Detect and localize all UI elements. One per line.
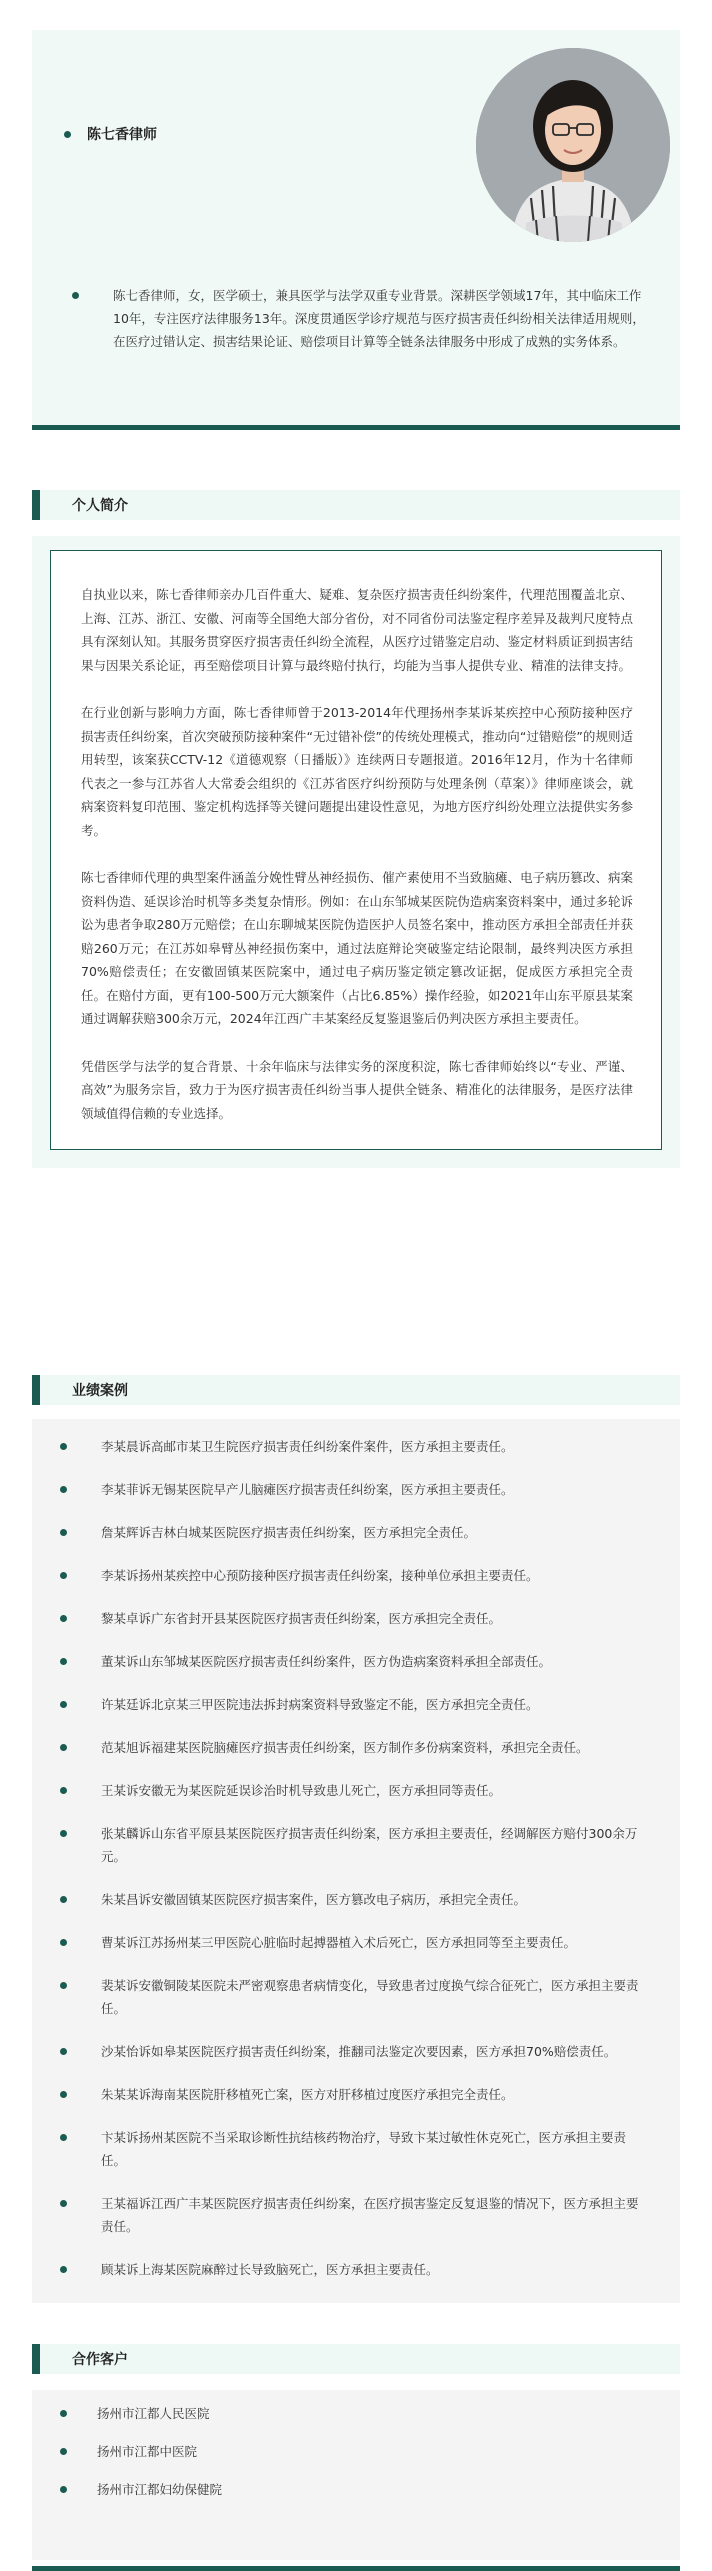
case-item [60,1597,650,1640]
intro-paragraph: 自执业以来，陈七香律师亲办几百件重大、疑难、复杂医疗损害责任纠纷案件，代理范围覆盖北京、上海、江苏、浙江、安徽、河南等全国绝大部分省份，对不同省份司法鉴定程序差异及裁判尺度特点具有深刻认知。其服务贯穿医疗损害责任纠纷全流程，从医疗过错鉴定启动、鉴定材料质证到损害结果与因果关系论证，再至赔偿项目计算与最终赔付执行，均能为当事人提供专业、精准的法律支持。 [81,587,633,673]
divider-bar [32,2566,680,2571]
case-text: 王某福诉江西广丰某医院医疗损害责任纠纷案，在医疗损害鉴定反复退鉴的情况下，医方承担主要责任。 [101,2196,639,2234]
case-item [60,1468,650,1511]
profile-card [32,30,680,430]
case-item [60,2073,650,2116]
section-header [32,2344,680,2374]
case-item [60,1964,650,2030]
client-item [60,2470,650,2508]
profile-summary-text: 陈七香律师，女，医学硕士，兼具医学与法学双重专业背景。深耕医学领域17年，其中临床工作10年，专注医疗法律服务13年。深度贯通医学诊疗规范与医疗损害责任纠纷相关法律适用规则，在医疗过错认定、损害结果论证、赔偿项目计算等全链条法律服务中形成了成熟的实务体系。 [113,288,645,349]
intro-paragraph: 凭借医学与法学的复合背景、十余年临床与法律实务的深度积淀，陈七香律师始终以“专业、严谨、高效”为服务宗旨，致力于为医疗损害责任纠纷当事人提供全链条、精准化的法律服务，是医疗法律领域值得信赖的专业选择。 [81,1058,633,1121]
section-accent-bar [32,2344,40,2374]
section-accent-bar [32,1375,40,1405]
case-text: 李某诉扬州某疾控中心预防接种医疗损害责任纠纷案，接种单位承担主要责任。 [101,1568,539,1583]
case-text: 卞某诉扬州某医院不当采取诊断性抗结核药物治疗，导致卞某过敏性休克死亡，医方承担主要责任。 [101,2130,627,2168]
bullet-dot-icon [60,1939,67,1946]
cases-list [32,1419,680,2303]
section-header [32,1375,680,1405]
case-item [60,1726,650,1769]
bullet-dot-icon [72,292,79,299]
case-item [60,2030,650,2073]
case-text: 朱某某诉海南某医院肝移植死亡案，医方对肝移植过度医疗承担完全责任。 [101,2087,514,2102]
case-text: 范某旭诉福建某医院脑瘫医疗损害责任纠纷案，医方制作多份病案资料，承担完全责任。 [101,1740,589,1755]
bullet-dot-icon [60,1529,67,1536]
bullet-dot-icon [60,1787,67,1794]
bullet-dot-icon [60,1830,67,1837]
case-item [60,1769,650,1812]
section-title: 个人简介 [72,498,128,514]
client-item [60,2432,650,2470]
bullet-dot-icon [60,2266,67,2273]
bullet-dot-icon [60,1744,67,1751]
intro-box [50,550,662,1150]
bullet-dot-icon [60,1615,67,1622]
client-name: 扬州市江都妇幼保健院 [97,2482,223,2497]
page [32,30,680,2497]
client-name: 扬州市江都中医院 [97,2444,198,2459]
case-item [60,2248,650,2291]
case-item [60,2182,650,2248]
intro-section [32,490,680,1168]
bullet-dot-icon [64,131,71,138]
bullet-dot-icon [60,2134,67,2141]
case-text: 李某菲诉无锡某医院早产儿脑瘫医疗损害责任纠纷案，医方承担主要责任。 [101,1482,514,1497]
bullet-dot-icon [60,2410,67,2417]
bullet-dot-icon [60,2048,67,2055]
case-item [60,1554,650,1597]
cases-section [32,1375,680,2303]
case-item [60,1878,650,1921]
avatar [476,48,670,242]
section-header [32,490,680,520]
case-item [60,1425,650,1468]
case-text: 许某廷诉北京某三甲医院违法拆封病案资料导致鉴定不能，医方承担完全责任。 [101,1697,539,1712]
bullet-dot-icon [60,1701,67,1708]
case-text: 曹某诉江苏扬州某三甲医院心脏临时起搏器植入术后死亡，医方承担同等至主要责任。 [101,1935,577,1950]
case-text: 顾某诉上海某医院麻醉过长导致脑死亡，医方承担主要责任。 [101,2262,439,2277]
section-accent-bar [32,490,40,520]
profile-name-row [64,124,157,144]
clients-section [32,2344,680,2571]
intro-paragraph: 陈七香律师代理的典型案件涵盖分娩性臂丛神经损伤、催产素使用不当致脑瘫、电子病历篡改、病案资料伪造、延误诊治时机等多类复杂情形。例如：在山东邹城某医院伪造病案资料案中，通过多轮诉讼为患者争取280万元赔偿；在山东聊城某医院伪造医护人员签名案中，推动医方承担全部责任并获赔260万元；在江苏如皋臂丛神经损伤案中，通过法庭辩论突破鉴定结论限制，最终判决医方承担70%赔偿责任；在安徽固镇某医院案中，通过电子病历鉴定锁定篡改证据，促成医方承担完全责任。在赔付方面，更有100-500万元大额案件（占比6.85%）操作经验，如2021年山东平原县某案通过调解获赔300余万元，2024年江西广丰某案经反复鉴退鉴后仍判决医方承担主要责任。 [81,870,633,1026]
case-item [60,1921,650,1964]
section-title: 业绩案例 [72,1383,128,1399]
profile-summary [72,284,652,353]
bullet-dot-icon [60,2486,67,2493]
case-text: 李某晨诉高邮市某卫生院医疗损害责任纠纷案件案件，医方承担主要责任。 [101,1439,514,1454]
intro-paragraph: 在行业创新与影响力方面，陈七香律师曾于2013-2014年代理扬州李某诉某疾控中心预防接种医疗损害责任纠纷案，首次突破预防接种案件“无过错补偿”的传统处理模式，推动向“过错赔偿”的规则适用转型，该案获CCTV-12《道德观察（日播版）》连续两日专题报道。2016年12月，作为十名律师代表之一参与江苏省人大常委会组织的《江苏省医疗纠纷预防与处理条例（草案）》律师座谈会，就病案资料复印范围、鉴定机构选择等关键问题提出建设性意见，为地方医疗纠纷处理立法提供实务参考。 [81,705,633,838]
case-text: 朱某昌诉安徽固镇某医院医疗损害案件，医方篡改电子病历，承担完全责任。 [101,1892,527,1907]
bullet-dot-icon [60,1658,67,1665]
case-item [60,2116,650,2182]
case-text: 王某诉安徽无为某医院延误诊治时机导致患儿死亡，医方承担同等责任。 [101,1783,502,1798]
divider-bar [32,425,680,430]
bullet-dot-icon [60,1572,67,1579]
clients-list [32,2390,680,2560]
client-item [60,2394,650,2432]
bullet-dot-icon [60,2448,67,2455]
lawyer-name: 陈七香律师 [87,127,157,143]
case-item [60,1812,650,1878]
bullet-dot-icon [60,1982,67,1989]
bullet-dot-icon [60,1896,67,1903]
case-text: 裴某诉安徽铜陵某医院未严密观察患者病情变化，导致患者过度换气综合征死亡，医方承担主要责任。 [101,1978,639,2016]
case-text: 沙某怡诉如皋某医院医疗损害责任纠纷案，推翻司法鉴定次要因素，医方承担70%赔偿责任。 [101,2044,617,2059]
intro-body [32,536,680,1168]
case-item [60,1640,650,1683]
case-text: 詹某辉诉吉林白城某医院医疗损害责任纠纷案，医方承担完全责任。 [101,1525,477,1540]
lawyer-photo [476,48,670,242]
case-text: 黎某卓诉广东省封开县某医院医疗损害责任纠纷案，医方承担完全责任。 [101,1611,502,1626]
case-text: 张某麟诉山东省平原县某医院医疗损害责任纠纷案，医方承担主要责任，经调解医方赔付300余万元。 [101,1826,638,1864]
bullet-dot-icon [60,1443,67,1450]
section-title: 合作客户 [72,2352,128,2368]
case-item [60,1683,650,1726]
bullet-dot-icon [60,2200,67,2207]
case-text: 董某诉山东邹城某医院医疗损害责任纠纷案件，医方伪造病案资料承担全部责任。 [101,1654,552,1669]
bullet-dot-icon [60,2091,67,2098]
bullet-dot-icon [60,1486,67,1493]
client-name: 扬州市江都人民医院 [97,2406,210,2421]
case-item [60,1511,650,1554]
